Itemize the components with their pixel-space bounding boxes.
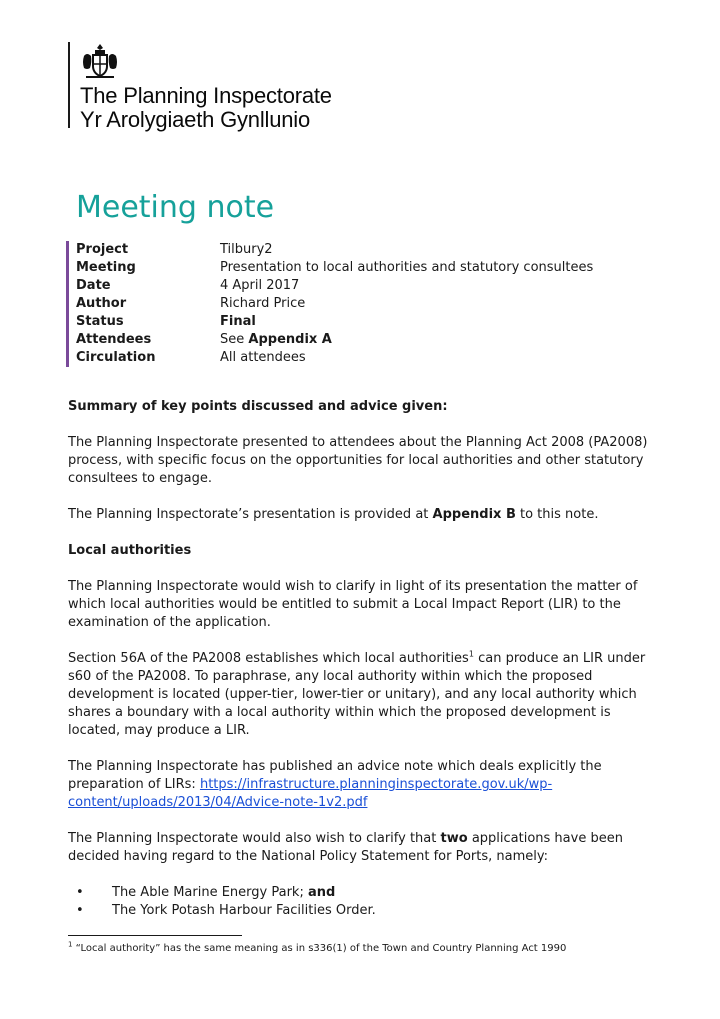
logo-divider <box>68 42 70 128</box>
list-item <box>112 884 648 902</box>
meta-label: Project <box>76 242 129 257</box>
appendix-b-ref: Appendix B <box>432 507 516 522</box>
paragraph: The Planning Inspectorate presented to attendees about the Planning Act 2008 (PA2008) process, with specific focus on the opportunities for local authorities and other statutory consultees to engage. <box>68 435 648 486</box>
meta-value <box>220 331 332 349</box>
meta-value <box>220 313 256 331</box>
text: to this note. <box>520 507 599 522</box>
paragraph <box>68 758 648 812</box>
footnote-text: “Local authority” has the same meaning as in s336(1) of the Town and Country Planning Act 1990 <box>75 943 567 954</box>
paragraph <box>68 506 648 524</box>
meta-row-author <box>76 295 593 313</box>
page-title: Meeting note <box>76 190 275 225</box>
decided-applications-list <box>68 884 648 920</box>
text: The Planning Inspectorate would also wish to clarify that <box>68 831 437 846</box>
text: The Planning Inspectorate’s presentation is provided at <box>68 507 429 522</box>
meta-label: Circulation <box>76 350 156 365</box>
text: The Planning Inspectorate has published an advice note which deals explicitly the preparation of LIRs: <box>68 759 602 792</box>
royal-crest-icon <box>80 42 120 80</box>
status-value: Final <box>220 314 256 329</box>
text: Section 56A of the PA2008 establishes which local authorities <box>68 651 469 666</box>
meta-row-circulation <box>76 349 593 367</box>
list-item: • The York Potash Harbour Facilities Order. <box>112 902 648 920</box>
meta-label: Status <box>76 314 124 329</box>
meta-accent-bar <box>66 241 69 367</box>
meta-value: Presentation to local authorities and statutory consultees <box>220 260 594 275</box>
local-authorities-heading: Local authorities <box>68 543 192 558</box>
note-body <box>68 398 648 920</box>
paragraph: The Planning Inspectorate would wish to clarify in light of its presentation the matter of which local authorities would be entitled to submit a Local Impact Report (LIR) to the examination of the application. <box>68 579 638 630</box>
meta-row-status <box>76 313 593 331</box>
attendees-appendix: Appendix A <box>248 332 332 347</box>
text: applications have been decided having regard to the National Policy Statement for Ports, namely: <box>68 831 623 864</box>
meta-label: Author <box>76 296 127 311</box>
meta-value: Tilbury2 <box>220 242 273 257</box>
meta-value: 4 April 2017 <box>220 278 300 293</box>
meta-label: Attendees <box>76 332 152 347</box>
org-name-welsh: Yr Arolygiaeth Gynllunio <box>80 107 310 132</box>
text: The Able Marine Energy Park; <box>112 885 304 900</box>
emphasis: and <box>307 885 336 900</box>
paragraph <box>68 650 648 740</box>
footnote-number: 1 <box>68 940 73 949</box>
meta-label: Meeting <box>76 260 136 275</box>
meta-label: Date <box>76 278 111 293</box>
organisation-name <box>80 84 332 132</box>
meta-row-meeting <box>76 259 593 277</box>
emphasis: two <box>440 831 468 846</box>
meta-value: Richard Price <box>220 296 306 311</box>
attendees-prefix: See <box>220 332 245 347</box>
footnote-divider <box>68 935 242 936</box>
advice-note-link[interactable]: https://infrastructure.planninginspectorate.gov.uk/wp-content/uploads/2013/04/Advice-note-1v2.pdf <box>68 777 553 810</box>
meta-value: All attendees <box>220 350 306 365</box>
paragraph <box>68 830 648 866</box>
footnote <box>68 942 566 956</box>
meta-row-project <box>76 241 593 259</box>
summary-heading: Summary of key points discussed and advice given: <box>68 399 448 414</box>
footnote-ref[interactable]: 1 <box>468 649 474 659</box>
meta-row-attendees <box>76 331 593 349</box>
text: can produce an LIR under s60 of the PA2008. To paraphrase, any local authority within which the proposed development is located (upper-tier, lower-tier or unitary), and any local authority which shares a boundary with a local authority within which the proposed development is located, may produce a LIR. <box>68 651 646 738</box>
meta-row-date <box>76 277 593 295</box>
org-name-english: The Planning Inspectorate <box>80 83 332 108</box>
meeting-details <box>76 241 593 367</box>
